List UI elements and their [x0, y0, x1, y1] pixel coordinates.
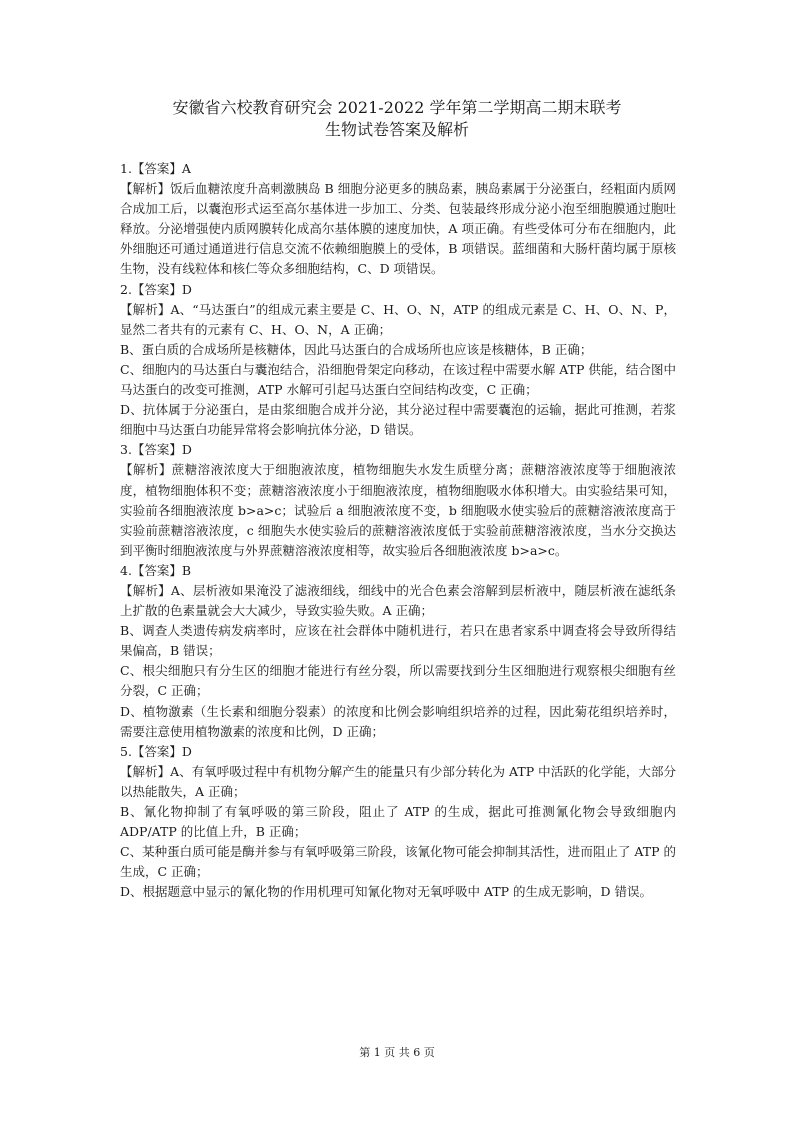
explanation-paragraph: D、根据题意中显示的氰化物的作用机理可知氰化物对无氧呼吸中 ATP 的生成无影响，D 错误。: [120, 884, 653, 900]
document-title: 安徽省六校教育研究会 2021-2022 学年第二学期高二期末联考: [172, 98, 622, 117]
answer-line: 2.【答案】D: [120, 281, 192, 297]
page-footer: 第 1 页 共 6 页: [359, 1046, 435, 1059]
answer-line: 1.【答案】A: [120, 161, 191, 176]
explanation-paragraph: C、某种蛋白质可能是酶并参与有氧呼吸第三阶段，该氰化物可能会抑制其活性，进而阻止了 ATP 的生成，C 正确；: [120, 844, 676, 880]
explanation-paragraph: 【解析】饭后血糖浓度升高刺激胰岛 B 细胞分泌更多的胰岛素，胰岛素属于分泌蛋白，经粗面内质网合成加工后，以囊泡形式运至高尔基体进一步加工、分类、包装最终形成分泌小泡至细胞膜通过胞吐释放。分泌增强使内质网膜转化成高尔基体膜的速度加快，A 项正确。有些受体可分布在细胞内，此外细胞还可通过通道进行信息交流不依赖细胞膜上的受体，B 项错误。蓝细菌和大肠杆菌均属于原核生物，没有线粒体和核仁等众多细胞结构，C、D 项错误。: [120, 181, 676, 277]
document-header: [0, 97, 794, 141]
explanation-paragraph: D、抗体属于分泌蛋白，是由浆细胞合成并分泌，其分泌过程中需要囊泡的运输，据此可推测，若浆细胞中马达蛋白功能异常将会影响抗体分泌，D 错误。: [120, 402, 676, 438]
explanation-paragraph: B、调查人类遗传病发病率时，应该在社会群体中随机进行，若只在患者家系中调查将会导致所得结果偏高，B 错误；: [120, 623, 676, 659]
explanation-paragraph: D、植物激素（生长素和细胞分裂素）的浓度和比例会影响组织培养的过程，因此菊花组织培养时，需要注意使用植物激素的浓度和比例，D 正确；: [120, 703, 676, 739]
document-subtitle: 生物试卷答案及解析: [324, 120, 469, 139]
explanation-paragraph: 【解析】A、层析液如果淹没了滤液细线，细线中的光合色素会溶解到层析液中，随层析液在滤纸条上扩散的色素量就会大大减少，导致实验失败。A 正确；: [120, 582, 676, 619]
explanation-paragraph: 【解析】A、“马达蛋白”的组成元素主要是 C、H、O、N，ATP 的组成元素是 C、H、O、N、P，显然二者共有的元素有 C、H、O、N，A 正确；: [120, 301, 676, 337]
explanation-paragraph: C、根尖细胞只有分生区的细胞才能进行有丝分裂，所以需要找到分生区细胞进行观察根尖细胞有丝分裂，C 正确；: [120, 663, 676, 699]
answer-line: 3.【答案】D: [120, 442, 192, 458]
answer-content: [120, 159, 676, 902]
explanation-paragraph: C、细胞内的马达蛋白与囊泡结合，沿细胞骨架定向移动，在该过程中需要水解 ATP 供能，结合图中马达蛋白的改变可推测，ATP 水解可引起马达蛋白空间结构改变，C 正确；: [120, 361, 676, 398]
answer-line: 4.【答案】B: [120, 562, 192, 578]
explanation-paragraph: 【解析】蔗糖溶液浓度大于细胞液浓度，植物细胞失水发生质壁分离；蔗糖溶液浓度等于细胞液浓度，植物细胞体积不变；蔗糖溶液浓度小于细胞液浓度，植物细胞吸水体积增大。由实验结果可知，实验前各细胞液浓度 b>a>c；试验后 a 细胞液浓度不变，b 细胞吸水使实验后的蔗糖溶液浓度高于实验前蔗糖溶液浓度，c 细胞失水使实验后的蔗糖溶液浓度低于实验前蔗糖溶液浓度，当水分交换达到平衡时细胞液浓度与外界蔗糖溶液浓度相等，故实验后各细胞液浓度 b>a>c。: [120, 462, 676, 558]
explanation-paragraph: 【解析】A、有氧呼吸过程中有机物分解产生的能量只有少部分转化为 ATP 中活跃的化学能，大部分以热能散失，A 正确；: [120, 763, 676, 799]
answer-line: 5.【答案】D: [120, 743, 192, 759]
explanation-paragraph: B、蛋白质的合成场所是核糖体，因此马达蛋白的合成场所也应该是核糖体，B 正确；: [120, 341, 593, 357]
explanation-paragraph: B、氰化物抑制了有氧呼吸的第三阶段，阻止了 ATP 的生成，据此可推测氰化物会导致细胞内 ADP/ATP 的比值上升，B 正确；: [120, 804, 676, 840]
